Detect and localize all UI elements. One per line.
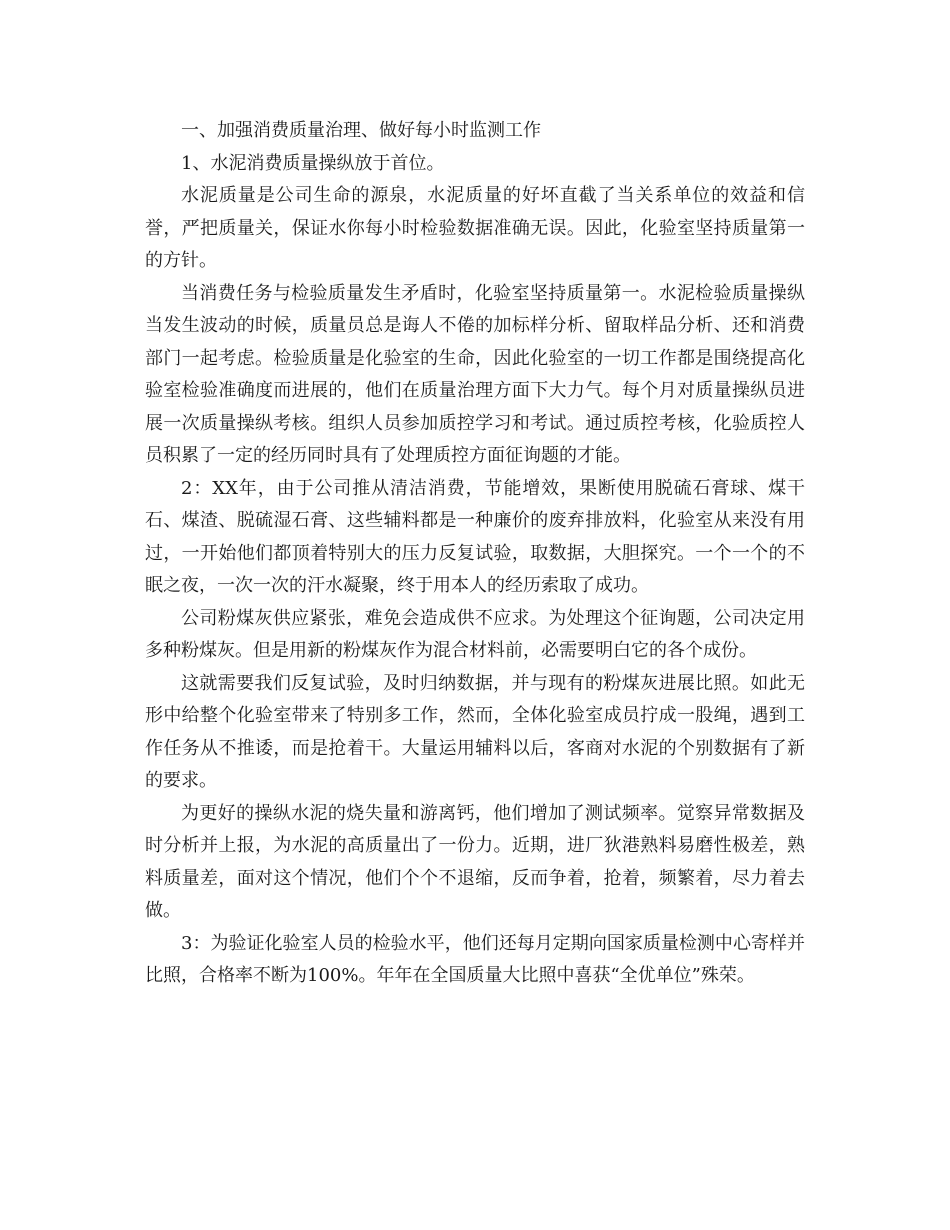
paragraph: 2：XX年，由于公司推从清洁消费，节能增效，果断使用脱硫石膏球、煤干石、煤渣、脱硫湿石膏、这些辅料都是一种廉价的废弃排放料，化验室从来没有用过，一开始他们都顶着特别大的压力反复试验，取数据，大胆探究。一个一个的不眠之夜，一次一次的汗水凝聚，终于用本人的经历索取了成功。 [145,477,805,596]
paragraph: 3：为验证化验室人员的检验水平，他们还每月定期向国家质量检测中心寄样并比照，合格率不断为100%。年年在全国质量大比照中喜获“全优单位”殊荣。 [145,932,805,986]
paragraph: 为更好的操纵水泥的烧失量和游离钙，他们增加了测试频率。觉察异常数据及时分析并上报，为水泥的高质量出了一份力。近期，进厂狄港熟料易磨性极差，熟料质量差，面对这个情况，他们个个不退缩，反而争着，抢着，频繁着，尽力着去做。 [145,802,805,921]
section-heading: 一、加强消费质量治理、做好每小时监测工作 [181,120,541,141]
paragraph: 当消费任务与检验质量发生矛盾时，化验室坚持质量第一。水泥检验质量操纵当发生波动的时候，质量员总是诲人不倦的加标样分析、留取样品分析、还和消费部门一起考虑。检验质量是化验室的生命，因此化验室的一切工作都是围绕提高化验室检验准确度而进展的，他们在质量治理方面下大力气。每个月对质量操纵员进展一次质量操纵考核。组织人员参加质控学习和考试。通过质控考核，化验质控人员积累了一定的经历同时具有了处理质控方面征询题的才能。 [145,282,805,466]
document-page [145,115,805,993]
paragraph: 公司粉煤灰供应紧张，难免会造成供不应求。为处理这个征询题，公司决定用多种粉煤灰。但是用新的粉煤灰作为混合材料前，必需要明白它的各个成份。 [145,607,805,661]
paragraph: 这就需要我们反复试验，及时归纳数据，并与现有的粉煤灰进展比照。如此无形中给整个化验室带来了特别多工作，然而，全体化验室成员拧成一股绳，遇到工作任务从不推诿，而是抢着干。大量运用辅料以后，客商对水泥的个别数据有了新的要求。 [145,672,805,791]
subsection-heading: 1、水泥消费质量操纵放于首位。 [181,152,445,174]
paragraph: 水泥质量是公司生命的源泉，水泥质量的好坏直截了当关系单位的效益和信誉，严把质量关，保证水你每小时检验数据准确无误。因此，化验室坚持质量第一的方针。 [145,185,805,271]
